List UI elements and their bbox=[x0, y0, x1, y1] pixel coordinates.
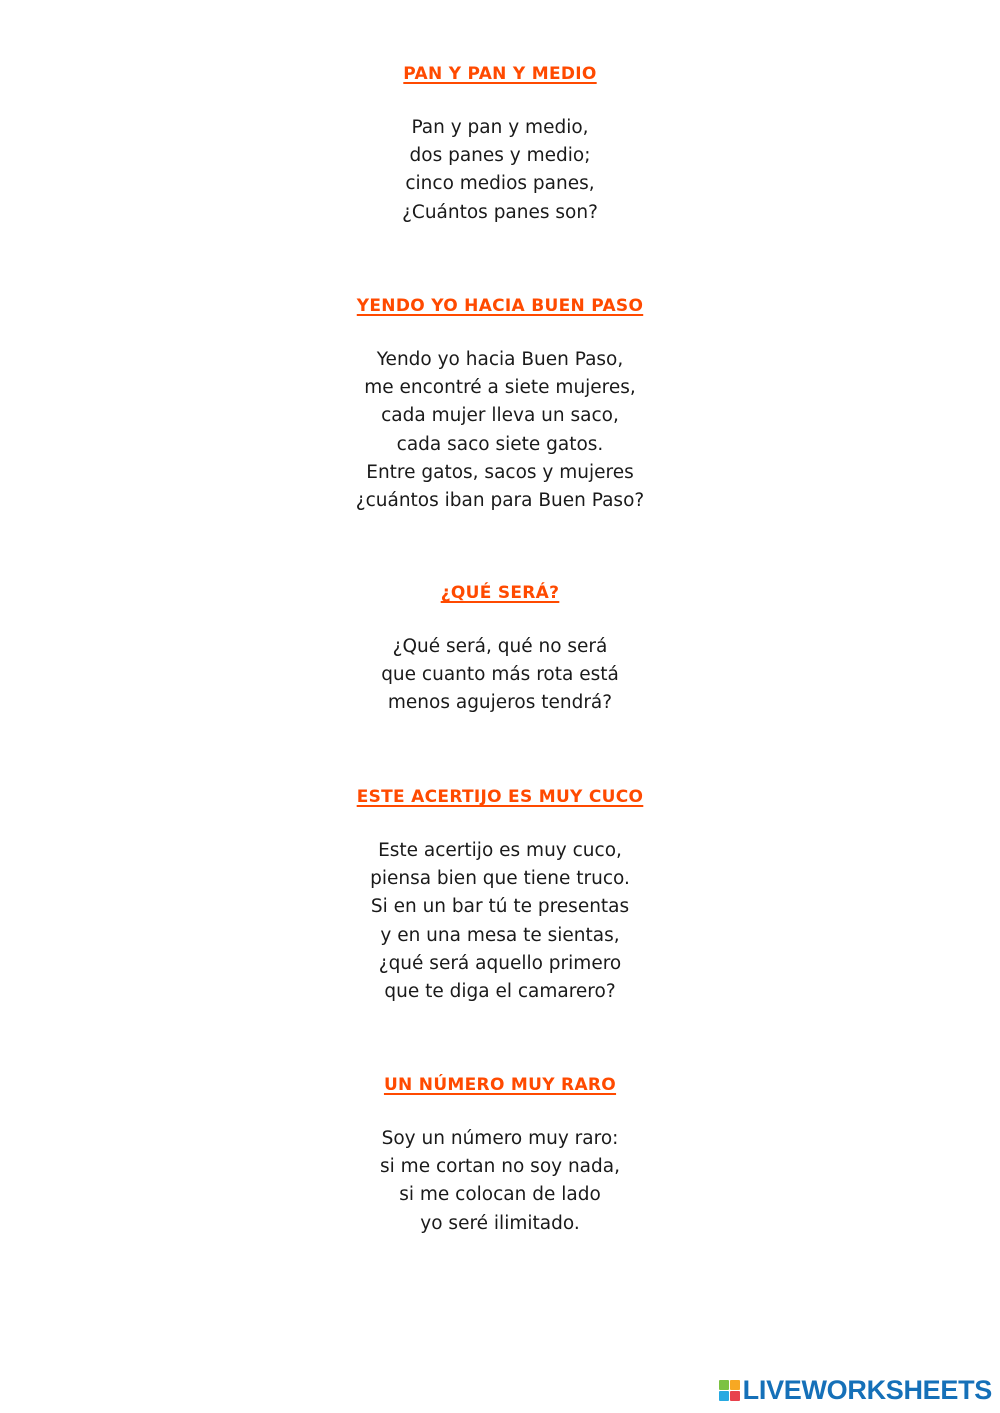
riddle-yendo-yo-hacia-buen-paso bbox=[0, 295, 1000, 515]
liveworksheets-brand bbox=[719, 1373, 992, 1407]
riddle-line: si me cortan no soy nada, bbox=[380, 1156, 620, 1178]
riddle-line: Pan y pan y medio, bbox=[411, 117, 589, 138]
riddle-line: y en una mesa te sientas, bbox=[380, 924, 620, 946]
riddle-line: Si en un bar tú te presentas bbox=[370, 896, 630, 918]
riddle-line: ¿Qué será, qué no será bbox=[392, 636, 608, 657]
riddle-body bbox=[0, 346, 1000, 515]
riddle-un-numero-muy-raro bbox=[0, 1074, 1000, 1238]
riddle-title: UN NÚMERO MUY RARO bbox=[383, 1075, 617, 1095]
riddle-line: cinco medios panes, bbox=[405, 173, 595, 195]
brand-name: LIVEWORKSHEETS bbox=[742, 1374, 992, 1405]
logo-square bbox=[719, 1391, 729, 1401]
riddle-body bbox=[0, 114, 1000, 227]
riddle-line: Soy un número muy raro: bbox=[381, 1128, 619, 1149]
riddle-line: Entre gatos, sacos y mujeres bbox=[366, 461, 634, 483]
riddle-line: ¿Cuántos panes son? bbox=[402, 201, 598, 223]
riddle-line: cada mujer lleva un saco, bbox=[381, 405, 619, 427]
riddle-line: que cuanto más rota está bbox=[381, 664, 619, 686]
riddle-line: menos agujeros tendrá? bbox=[387, 692, 613, 714]
riddle-line: ¿qué será aquello primero bbox=[378, 952, 622, 974]
riddle-line: que te diga el camarero? bbox=[384, 980, 616, 1002]
logo-square bbox=[730, 1380, 740, 1390]
riddle-title: PAN Y PAN Y MEDIO bbox=[403, 64, 597, 84]
logo-square bbox=[719, 1380, 729, 1390]
riddle-body bbox=[0, 1125, 1000, 1238]
riddle-que-sera bbox=[0, 582, 1000, 718]
logo-square bbox=[730, 1391, 740, 1401]
riddle-line: ¿cuántos iban para Buen Paso? bbox=[355, 489, 645, 511]
riddle-line: cada saco siete gatos. bbox=[396, 433, 604, 455]
liveworksheets-logo-icon bbox=[719, 1380, 740, 1401]
riddle-title: ¿QUÉ SERÁ? bbox=[440, 583, 560, 603]
riddle-line: si me colocan de lado bbox=[399, 1184, 601, 1206]
riddle-line: piensa bien que tiene truco. bbox=[370, 868, 630, 890]
riddle-line: dos panes y medio; bbox=[409, 145, 591, 167]
riddle-title: YENDO YO HACIA BUEN PASO bbox=[356, 296, 644, 316]
riddle-line: Yendo yo hacia Buen Paso, bbox=[376, 349, 624, 370]
riddle-body bbox=[0, 633, 1000, 718]
riddle-title: ESTE ACERTIJO ES MUY CUCO bbox=[356, 787, 644, 807]
riddle-line: Este acertijo es muy cuco, bbox=[378, 840, 622, 861]
riddle-line: me encontré a siete mujeres, bbox=[364, 377, 636, 399]
riddle-este-acertijo-es-muy-cuco bbox=[0, 786, 1000, 1006]
riddle-pan-y-pan-y-medio bbox=[0, 63, 1000, 227]
riddle-line: yo seré ilimitado. bbox=[420, 1212, 580, 1234]
riddle-body bbox=[0, 837, 1000, 1006]
